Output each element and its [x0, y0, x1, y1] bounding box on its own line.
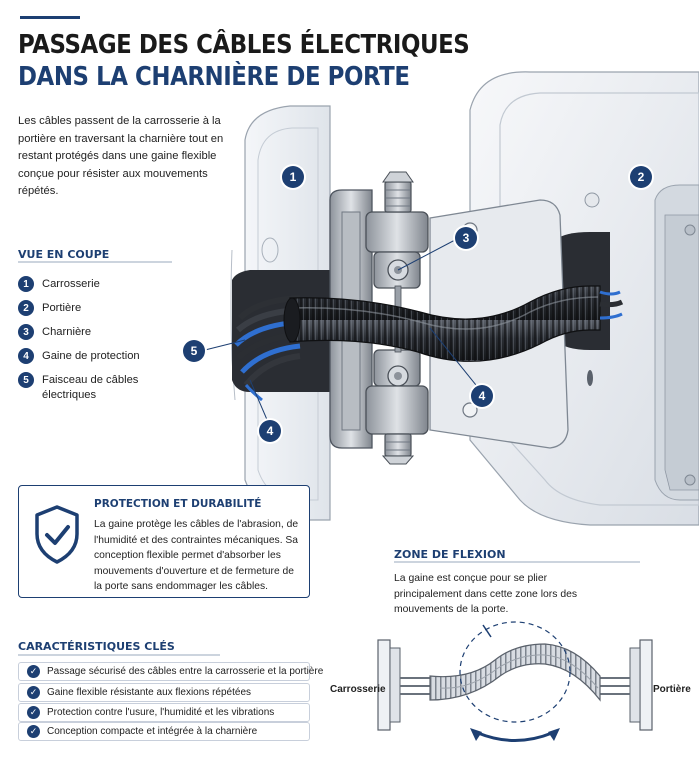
legend-number: 4 [18, 348, 34, 364]
callout-1: 1 [282, 166, 304, 188]
callout-4-conduit: 4 [471, 385, 493, 407]
legend-item [18, 348, 218, 364]
feature-item [18, 703, 310, 722]
legend-label: Portière [42, 302, 82, 314]
legend-item [18, 300, 218, 316]
feature-text: Conception compacte et intégrée à la charnière [47, 726, 258, 737]
legend-number: 1 [18, 276, 34, 292]
feature-text: Protection contre l'usure, l'humidité et les vibrations [47, 707, 275, 718]
legend-item [18, 372, 218, 403]
legend-list [18, 276, 218, 411]
feature-text: Passage sécurisé des câbles entre la carrosserie et la portière [47, 666, 324, 677]
check-icon: ✓ [27, 706, 40, 719]
legend-item [18, 276, 218, 292]
protection-text: La gaine protège les câbles de l'abrasion, de l'humidité et des contraintes mécaniques. Sa conception flexible permet d'absorber les mouvements d'ouverture et de fermeture de la porte sans endommager les câbles. [94, 519, 299, 592]
legend-number: 5 [18, 372, 34, 388]
legend-label: Gaine de protection [42, 350, 140, 362]
title-line-2: DANS LA CHARNIÈRE DE PORTE [18, 62, 410, 92]
feature-item [18, 722, 310, 741]
callout-4-cable: 4 [259, 420, 281, 442]
legend-number: 3 [18, 324, 34, 340]
protection-title: PROTECTION ET DURABILITÉ [94, 498, 262, 510]
check-icon: ✓ [27, 665, 40, 678]
flex-zone-diagram [378, 622, 652, 741]
feature-item [18, 683, 310, 702]
title-line-1: PASSAGE DES CÂBLES ÉLECTRIQUES [18, 30, 470, 60]
flex-zone-title: ZONE DE FLEXION [394, 548, 506, 561]
flex-zone-text: La gaine est conçue pour se plier principalement dans cette zone lors des mouvements de la porte. [394, 573, 578, 615]
legend-label: Carrosserie [42, 278, 100, 290]
features-title: CARACTÉRISTIQUES CLÉS [18, 640, 175, 653]
legend-label: Charnière [42, 326, 92, 338]
callout-2: 2 [630, 166, 652, 188]
legend-label: Faisceau de câbles électriques [42, 374, 139, 401]
legend-number: 2 [18, 300, 34, 316]
feature-item [18, 662, 324, 681]
protection-box [18, 485, 310, 598]
flex-left-label: Carrosserie [330, 684, 386, 695]
check-icon: ✓ [27, 686, 40, 699]
feature-text: Gaine flexible résistante aux flexions répétées [47, 687, 252, 698]
shield-check-icon [33, 504, 81, 566]
legend-title: VUE EN COUPE [18, 248, 110, 261]
flex-right-label: Portière [653, 684, 691, 695]
legend-item [18, 324, 218, 340]
callout-3: 3 [455, 227, 477, 249]
callout-5: 5 [183, 340, 205, 362]
intro-text: Les câbles passent de la carrosserie à la portière en traversant la charnière tout en restant protégés dans une gaine flexible conçue pour résister aux mouvements répétés. [18, 115, 224, 197]
check-icon: ✓ [27, 725, 40, 738]
